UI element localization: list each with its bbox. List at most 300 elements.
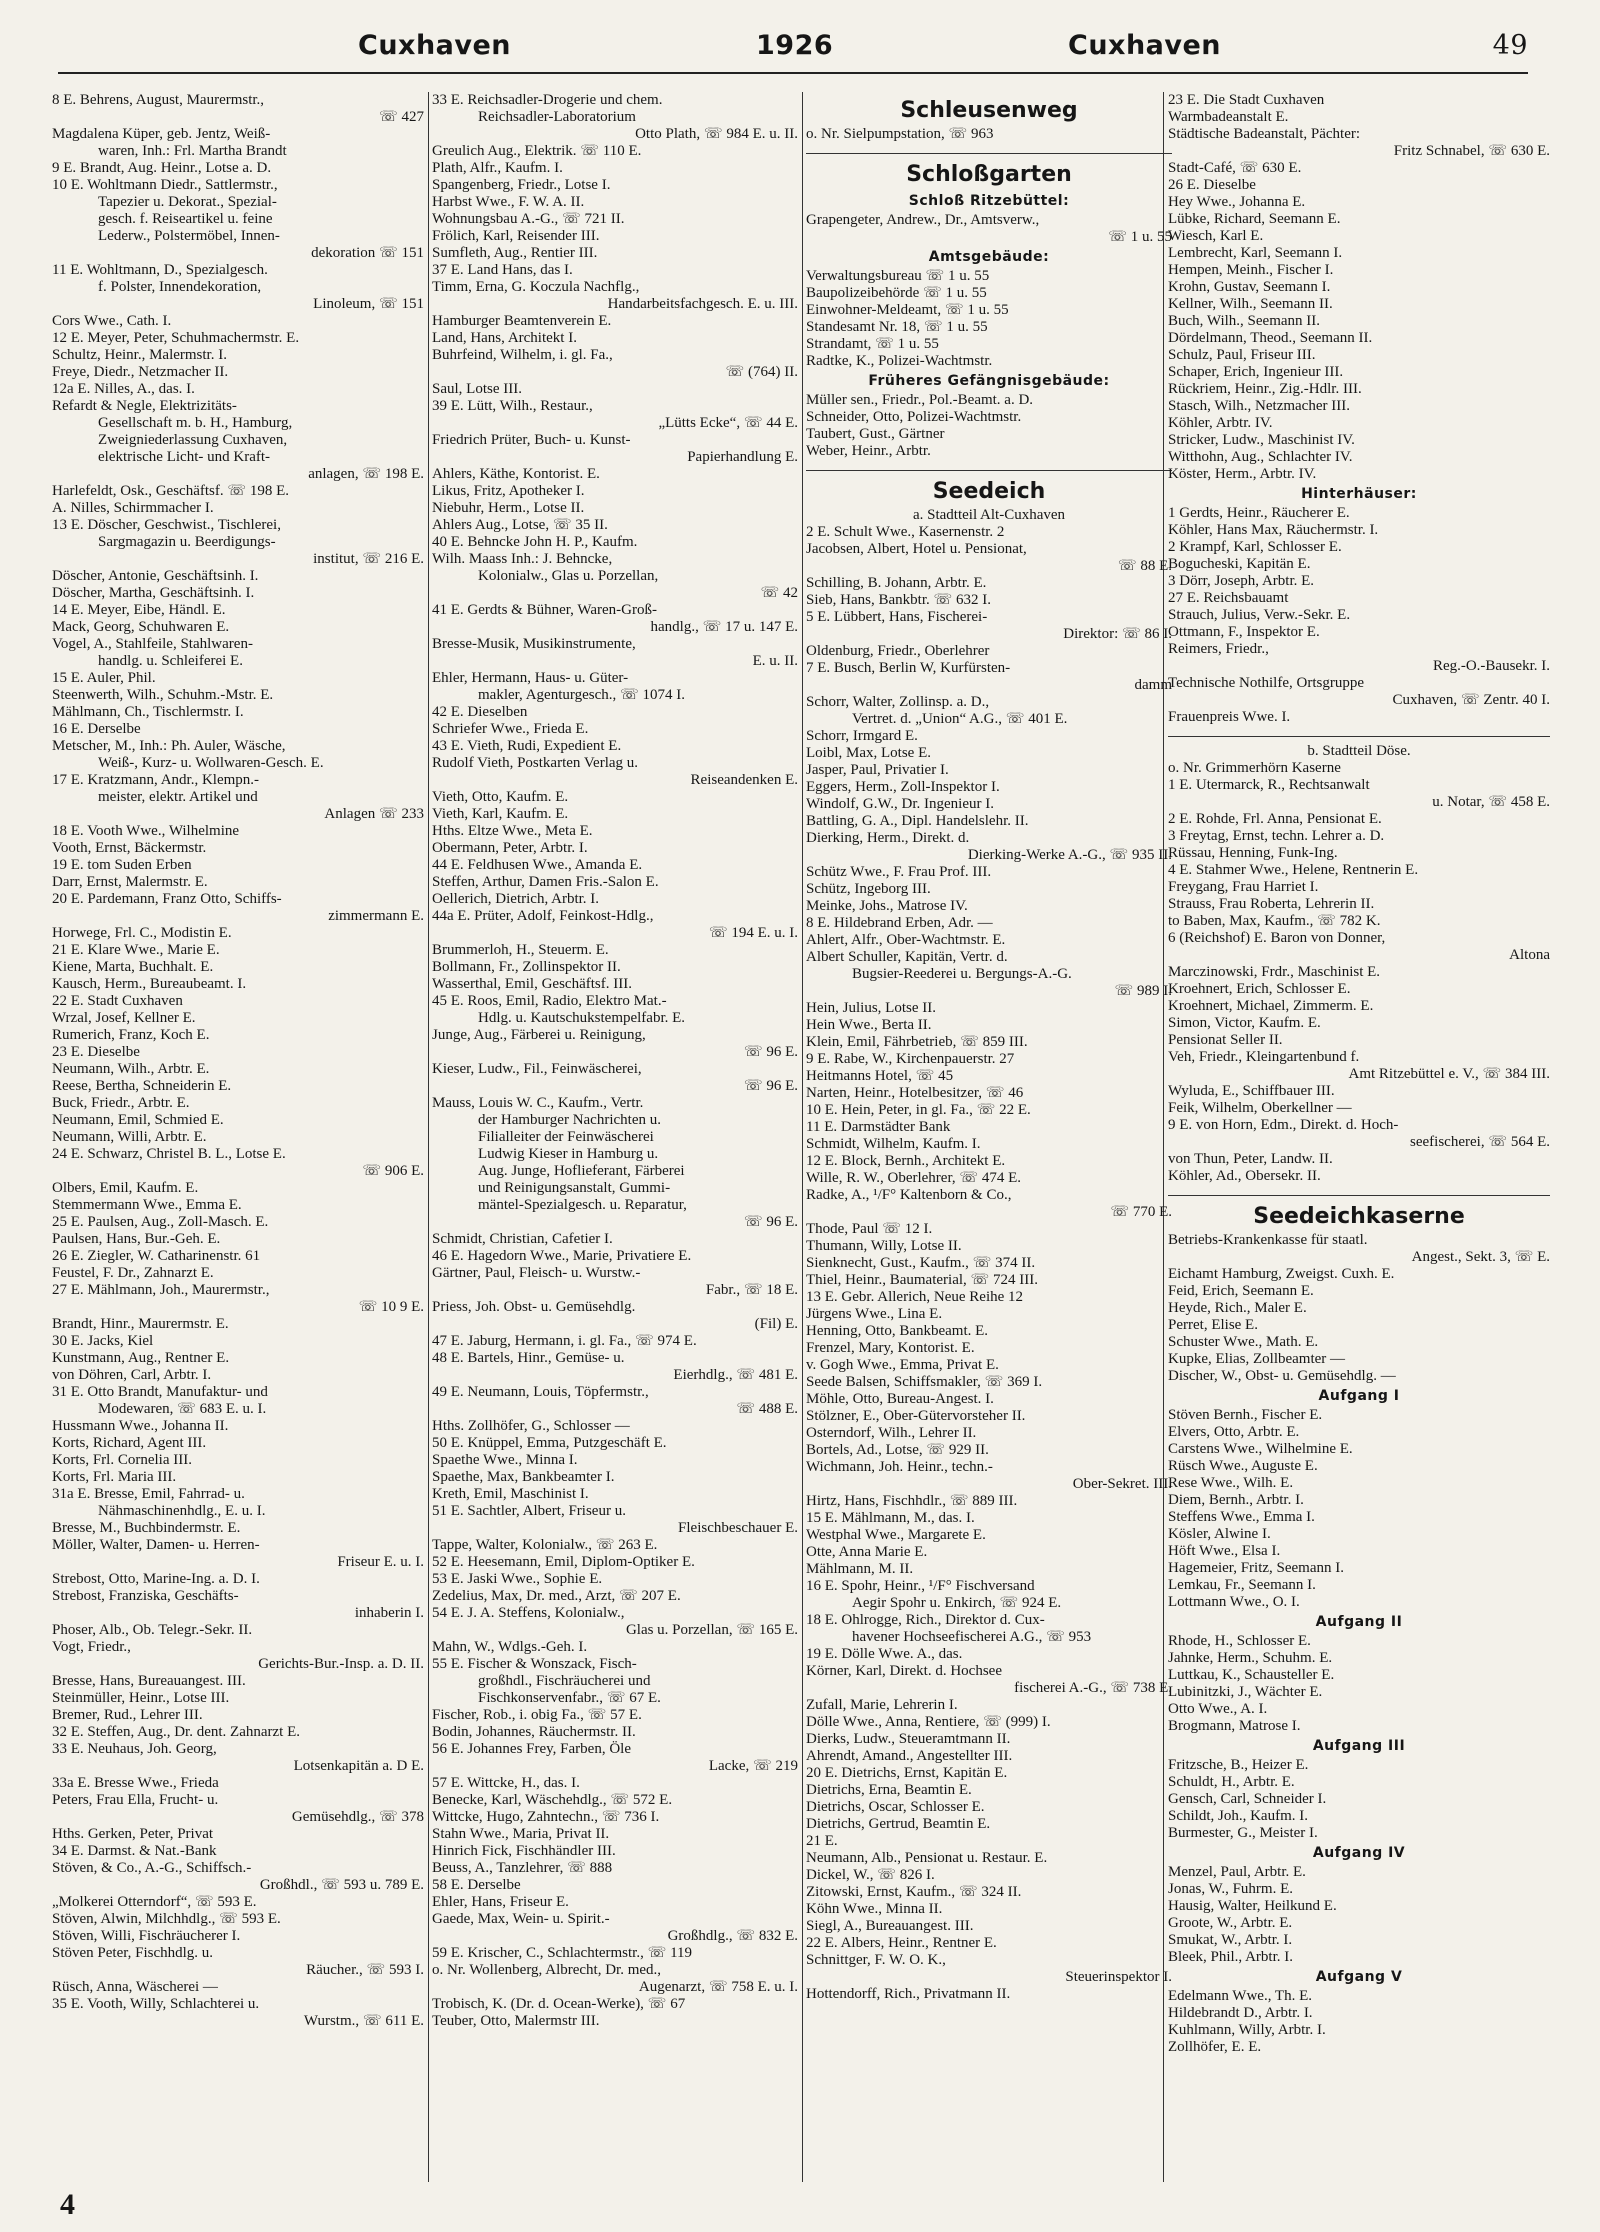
directory-entry: Reimers, Friedr., <box>1168 641 1269 657</box>
directory-entry: Tapezier u. Dekorat., Spezial- <box>98 194 277 210</box>
directory-entry: Stahn Wwe., Maria, Privat II. <box>432 1826 610 1842</box>
directory-entry: Rüsch Wwe., Auguste E. <box>1168 1458 1318 1474</box>
directory-entry: „Molkerei Otterndorf“, ☏ 593 E. <box>52 1894 257 1910</box>
directory-entry: Schmidt, Wilhelm, Kaufm. I. <box>806 1136 981 1152</box>
directory-entry: 18 E. Vooth Wwe., Wilhelmine <box>52 823 240 839</box>
directory-entry: 27 E. Reichsbauamt <box>1168 590 1289 606</box>
directory-entry: 22 E. Albers, Heinr., Rentner E. <box>806 1935 997 1951</box>
directory-entry: Cors Wwe., Cath. I. <box>52 313 172 329</box>
directory-entry: Thumann, Willy, Lotse II. <box>806 1238 962 1254</box>
directory-entry: Großhdlg., ☏ 832 E. <box>667 1928 798 1944</box>
directory-entry: Plath, Alfr., Kaufm. I. <box>432 160 563 176</box>
directory-entry: Discher, W., Obst- u. Gemüsehdlg. — <box>1168 1368 1396 1384</box>
directory-entry: Eggers, Herm., Zoll-Inspektor I. <box>806 779 1000 795</box>
directory-entry: 57 E. Wittcke, H., das. I. <box>432 1775 580 1791</box>
directory-entry: Höft Wwe., Elsa I. <box>1168 1543 1281 1559</box>
directory-entry: A. Nilles, Schirmmacher I. <box>52 500 214 516</box>
directory-entry: Schütz Wwe., F. Frau Prof. III. <box>806 864 992 880</box>
directory-entry: 24 E. Schwarz, Christel B. L., Lotse E. <box>52 1146 286 1162</box>
directory-entry: Bresse, M., Buchbindermstr. E. <box>52 1520 241 1536</box>
directory-entry: Lübke, Richard, Seemann E. <box>1168 211 1341 227</box>
directory-entry: Strebost, Franziska, Geschäfts- <box>52 1588 239 1604</box>
directory-entry: Kroehnert, Michael, Zimmerm. E. <box>1168 998 1374 1014</box>
directory-entry: Hamburger Beamtenverein E. <box>432 313 612 329</box>
section-heading: Aufgang V <box>1315 1969 1403 1985</box>
directory-entry: Wohnungsbau A.-G., ☏ 721 II. <box>432 211 625 227</box>
directory-entry: Saul, Lotse III. <box>432 381 522 397</box>
directory-entry: Betriebs-Krankenkasse für staatl. <box>1168 1232 1368 1248</box>
directory-entry: Paulsen, Hans, Bur.-Geh. E. <box>52 1231 221 1247</box>
directory-entry: Groote, W., Arbtr. E. <box>1168 1915 1293 1931</box>
directory-entry: Weiß-, Kurz- u. Wollwaren-Gesch. E. <box>98 755 324 771</box>
directory-entry: Ludwig Kieser in Hamburg u. <box>478 1146 659 1162</box>
directory-entry: Hottendorff, Rich., Privatmann II. <box>806 1986 1011 2002</box>
directory-entry: Korts, Frl. Cornelia III. <box>52 1452 192 1468</box>
directory-entry: Heyde, Rich., Maler E. <box>1168 1300 1307 1316</box>
directory-entry: Rese Wwe., Wilh. E. <box>1168 1475 1294 1491</box>
directory-entry: Beuss, A., Tanzlehrer, ☏ 888 <box>432 1860 613 1876</box>
directory-entry: 13 E. Döscher, Geschwist., Tischlerei, <box>52 517 281 533</box>
directory-entry: Warmbadeanstalt E. <box>1168 109 1289 125</box>
directory-entry: 11 E. Wohltmann, D., Spezialgesch. <box>52 262 268 278</box>
directory-entry: 40 E. Behncke John H. P., Kaufm. <box>432 534 638 550</box>
directory-entry: Großhdl., ☏ 593 u. 789 E. <box>259 1877 424 1893</box>
directory-entry: 17 E. Kratzmann, Andr., Klempn.- <box>52 772 260 788</box>
directory-entry: Neumann, Wilh., Arbtr. E. <box>52 1061 210 1077</box>
directory-entry: Edelmann Wwe., Th. E. <box>1168 1988 1312 2004</box>
directory-entry: Fritzsche, B., Heizer E. <box>1168 1757 1309 1773</box>
directory-entry: Wittcke, Hugo, Zahntechn., ☏ 736 I. <box>432 1809 660 1825</box>
directory-entry: 20 E. Dietrichs, Ernst, Kapitän E. <box>806 1765 1008 1781</box>
directory-entry: Wilh. Maass Inh.: J. Behncke, <box>432 551 613 567</box>
directory-entry: 54 E. J. A. Steffens, Kolonialw., <box>432 1605 625 1621</box>
directory-entry: Sieb, Hans, Bankbtr. ☏ 632 I. <box>806 592 991 608</box>
directory-entry: ☏ 906 E. <box>362 1163 424 1179</box>
directory-entry: Ahlers, Käthe, Kontorist. E. <box>432 466 600 482</box>
directory-entry: Fischkonservenfabr., ☏ 67 E. <box>478 1690 661 1706</box>
directory-entry: Zedelius, Max, Dr. med., Arzt, ☏ 207 E. <box>432 1588 681 1604</box>
directory-entry: Eierhdlg., ☏ 481 E. <box>673 1367 798 1383</box>
directory-entry: Hausig, Walter, Heilkund E. <box>1168 1898 1337 1914</box>
directory-entry: Steenwerth, Wilh., Schuhm.-Mstr. E. <box>52 687 274 703</box>
directory-entry: Korts, Frl. Maria III. <box>52 1469 177 1485</box>
directory-entry: Bortels, Ad., Lotse, ☏ 929 II. <box>806 1442 989 1458</box>
directory-entry: fischerei A.-G., ☏ 738 E. <box>1014 1680 1172 1696</box>
directory-entry: 5 E. Lübbert, Hans, Fischerei- <box>806 609 988 625</box>
directory-entry: 3 Freytag, Ernst, techn. Lehrer a. D. <box>1168 828 1385 844</box>
directory-entry: 18 E. Ohlrogge, Rich., Direktor d. Cux- <box>806 1612 1045 1628</box>
directory-entry: 9 E. Rabe, W., Kirchenpauerstr. 27 <box>806 1051 1015 1067</box>
directory-entry: ☏ 770 E. <box>1110 1204 1172 1220</box>
directory-entry: Kieser, Ludw., Fil., Feinwäscherei, <box>432 1061 642 1077</box>
directory-entry: Räucher., ☏ 593 I. <box>306 1962 424 1978</box>
directory-entry: Seede Balsen, Schiffsmakler, ☏ 369 I. <box>806 1374 1043 1390</box>
directory-entry: Frölich, Karl, Reisender III. <box>432 228 600 244</box>
directory-entry: Otto Plath, ☏ 984 E. u. II. <box>635 126 798 142</box>
directory-entry: seefischerei, ☏ 564 E. <box>1410 1134 1550 1150</box>
header-city-right: Cuxhaven <box>1068 30 1222 61</box>
section-rule <box>1168 736 1550 737</box>
directory-entry: Ober-Sekret. III. <box>1072 1476 1172 1492</box>
directory-entry: Nähmaschinenhdlg., E. u. I. <box>98 1503 266 1519</box>
directory-entry: Weber, Heinr., Arbtr. <box>806 443 931 459</box>
directory-entry: Köhler, Arbtr. IV. <box>1168 415 1273 431</box>
directory-entry: Neumann, Emil, Schmied E. <box>52 1112 224 1128</box>
directory-entry: Stemmermann Wwe., Emma E. <box>52 1197 242 1213</box>
directory-entry: 13 E. Gebr. Allerich, Neue Reihe 12 <box>806 1289 1024 1305</box>
section-heading: Aufgang II <box>1315 1614 1403 1630</box>
directory-entry: 44 E. Feldhusen Wwe., Amanda E. <box>432 857 643 873</box>
directory-entry: ☏ 96 E. <box>743 1044 798 1060</box>
directory-entry: Refardt & Negle, Elektrizitäts- <box>52 398 237 414</box>
directory-entry: 6 (Reichshof) E. Baron von Donner, <box>1168 930 1386 946</box>
directory-entry: Angest., Sekt. 3, ☏ E. <box>1411 1249 1550 1265</box>
directory-entry: Krohn, Gustav, Seemann I. <box>1168 279 1331 295</box>
directory-entry: Dierking-Werke A.-G., ☏ 935 II. <box>967 847 1172 863</box>
directory-entry: makler, Agenturgesch., ☏ 1074 I. <box>478 687 686 703</box>
directory-entry: Land, Hans, Architekt I. <box>432 330 577 346</box>
directory-entry: Feik, Wilhelm, Oberkellner — <box>1168 1100 1352 1116</box>
directory-entry: inhaberin I. <box>354 1605 424 1621</box>
directory-entry: ☏ 427 <box>378 109 424 125</box>
directory-entry: Hein Wwe., Berta II. <box>806 1017 932 1033</box>
directory-entry: Jürgens Wwe., Lina E. <box>806 1306 943 1322</box>
directory-entry: 8 E. Behrens, August, Maurermstr., <box>52 92 265 108</box>
directory-entry: Gesellschaft m. b. H., Hamburg, <box>98 415 293 431</box>
directory-entry: Kausch, Herm., Bureaubeamt. I. <box>52 976 247 992</box>
header-year: 1926 <box>756 30 834 61</box>
directory-entry: Gerichts-Bur.-Insp. a. D. II. <box>258 1656 424 1672</box>
directory-entry: Oldenburg, Friedr., Oberlehrer <box>806 643 990 659</box>
directory-entry: o. Nr. Grimmerhörn Kaserne <box>1168 760 1341 776</box>
directory-entry: Lacke, ☏ 219 <box>708 1758 798 1774</box>
directory-entry: Schuster Wwe., Math. E. <box>1168 1334 1319 1350</box>
directory-entry: Dietrichs, Gertrud, Beamtin E. <box>806 1816 991 1832</box>
directory-entry: Steinmüller, Heinr., Lotse III. <box>52 1690 230 1706</box>
directory-entry: Kösler, Alwine I. <box>1168 1526 1271 1542</box>
directory-entry: Schuldt, H., Arbtr. E. <box>1168 1774 1295 1790</box>
page-header <box>58 22 1528 74</box>
directory-entry: Möller, Walter, Damen- u. Herren- <box>52 1537 260 1553</box>
directory-entry: Taubert, Gust., Gärtner <box>806 426 945 442</box>
directory-entry: Reese, Bertha, Schneiderin E. <box>52 1078 232 1094</box>
directory-entry: Dierks, Ludw., Steueramtmann II. <box>806 1731 1011 1747</box>
directory-entry: Köhler, Ad., Obersekr. II. <box>1168 1168 1321 1184</box>
directory-entry: Otte, Anna Marie E. <box>806 1544 928 1560</box>
directory-entry: Schilling, B. Johann, Arbtr. E. <box>806 575 987 591</box>
directory-entry: Döscher, Martha, Geschäftsinh. I. <box>52 585 255 601</box>
directory-entry: Osterndorf, Wilh., Lehrer II. <box>806 1425 977 1441</box>
directory-entry: Klein, Emil, Fährbetrieb, ☏ 859 III. <box>806 1034 1028 1050</box>
directory-entry: Perret, Elise E. <box>1168 1317 1258 1333</box>
directory-entry: Ahlers Aug., Lotse, ☏ 35 II. <box>432 517 608 533</box>
directory-entry: Schmidt, Christian, Cafetier I. <box>432 1231 613 1247</box>
directory-entry: Spangenberg, Friedr., Lotse I. <box>432 177 611 193</box>
directory-entry: Stöven, & Co., A.-G., Schiffsch.- <box>52 1860 252 1876</box>
directory-entry: 2 E. Schult Wwe., Kasernenstr. 2 <box>806 524 1005 540</box>
directory-entry: Wyluda, E., Schiffbauer III. <box>1168 1083 1335 1099</box>
directory-entry: Reiseandenken E. <box>690 772 798 788</box>
directory-entry: handlg., ☏ 17 u. 147 E. <box>650 619 798 635</box>
column-divider <box>428 92 429 2182</box>
directory-entry: Lemkau, Fr., Seemann I. <box>1168 1577 1316 1593</box>
directory-entry: ☏ (764) II. <box>725 364 798 380</box>
directory-entry: Siegl, A., Bureauangest. III. <box>806 1918 974 1934</box>
directory-entry: Döscher, Antonie, Geschäftsinh. I. <box>52 568 259 584</box>
directory-entry: Radke, A., ¹/F° Kaltenborn & Co., <box>806 1187 1012 1203</box>
directory-entry: ☏ 1 u. 55 <box>1108 229 1172 245</box>
section-heading: Hinterhäuser: <box>1301 486 1417 502</box>
section-heading: Früheres Gefängnisgebäude: <box>868 373 1110 389</box>
directory-entry: ☏ 989 I. <box>1114 983 1172 999</box>
directory-entry: dekoration ☏ 151 <box>311 245 424 261</box>
directory-entry: Gemüsehdlg., ☏ 378 <box>291 1809 424 1825</box>
section-heading: Seedeichkaserne <box>1253 1204 1465 1229</box>
directory-entry: 31 E. Otto Brandt, Manufaktur- und <box>52 1384 268 1400</box>
directory-entry: Schorr, Walter, Zollinsp. a. D., <box>806 694 990 710</box>
directory-entry: Sumfleth, Aug., Rentier III. <box>432 245 598 261</box>
directory-entry: Elvers, Otto, Arbtr. E. <box>1168 1424 1300 1440</box>
directory-entry: Steffen, Arthur, Damen Fris.-Salon E. <box>432 874 659 890</box>
directory-entry: 47 E. Jaburg, Hermann, i. gl. Fa., ☏ 974 E. <box>432 1333 697 1349</box>
directory-entry: Rumerich, Franz, Koch E. <box>52 1027 210 1043</box>
directory-entry: Eichamt Hamburg, Zweigst. Cuxh. E. <box>1168 1266 1395 1282</box>
section-heading: Aufgang III <box>1312 1738 1406 1754</box>
directory-entry: Reg.-O.-Bausekr. I. <box>1432 658 1550 674</box>
directory-entry: Wiesch, Karl E. <box>1168 228 1264 244</box>
page-number: 49 <box>1492 30 1528 61</box>
directory-entry: Dölle Wwe., Anna, Rentiere, ☏ (999) I. <box>806 1714 1051 1730</box>
directory-entry: Vooth, Ernst, Bäckermstr. <box>52 840 207 856</box>
directory-entry: institut, ☏ 216 E. <box>313 551 424 567</box>
directory-entry: 15 E. Auler, Phil. <box>52 670 156 686</box>
directory-entry: Harbst Wwe., F. W. A. II. <box>432 194 585 210</box>
directory-entry: 59 E. Krischer, C., Schlachtermstr., ☏ 119 <box>432 1945 693 1961</box>
directory-entry: Vieth, Otto, Kaufm. E. <box>432 789 569 805</box>
directory-entry: Jonas, W., Fuhrm. E. <box>1168 1881 1294 1897</box>
directory-entry: f. Polster, Innendekoration, <box>98 279 262 295</box>
directory-entry: Harlefeldt, Osk., Geschäftsf. ☏ 198 E. <box>52 483 290 499</box>
directory-entry: waren, Inh.: Frl. Martha Brandt <box>98 143 287 159</box>
directory-entry: Carstens Wwe., Wilhelmine E. <box>1168 1441 1353 1457</box>
directory-entry: Hempen, Meinh., Fischer I. <box>1168 262 1334 278</box>
directory-entry: Altona <box>1509 947 1550 963</box>
directory-entry: 11 E. Darmstädter Bank <box>806 1119 951 1135</box>
directory-entry: b. Stadtteil Döse. <box>1307 743 1411 759</box>
directory-entry: Diem, Bernh., Arbtr. I. <box>1168 1492 1304 1508</box>
directory-entry: 3 Dörr, Joseph, Arbtr. E. <box>1168 573 1315 589</box>
header-city-left: Cuxhaven <box>358 30 512 61</box>
directory-entry: Korts, Richard, Agent III. <box>52 1435 207 1451</box>
directory-entry: Trobisch, K. (Dr. d. Ocean-Werke), ☏ 67 <box>432 1996 686 2012</box>
directory-column-1 <box>52 92 424 2182</box>
directory-entry: 2 E. Rohde, Frl. Anna, Pensionat E. <box>1168 811 1382 827</box>
directory-entry: Strebost, Otto, Marine-Ing. a. D. I. <box>52 1571 260 1587</box>
directory-entry: a. Stadtteil Alt-Cuxhaven <box>912 507 1066 523</box>
directory-entry: Westphal Wwe., Margarete E. <box>806 1527 986 1543</box>
directory-entry: Zweigniederlassung Cuxhaven, <box>98 432 288 448</box>
directory-entry: Teuber, Otto, Malermstr III. <box>432 2013 600 2029</box>
section-heading: Aufgang I <box>1318 1388 1400 1404</box>
directory-entry: 49 E. Neumann, Louis, Töpfermstr., <box>432 1384 649 1400</box>
directory-entry: Brummerloh, H., Steuerm. E. <box>432 942 609 958</box>
directory-entry: Neumann, Willi, Arbtr. E. <box>52 1129 207 1145</box>
directory-entry: Glas u. Porzellan, ☏ 165 E. <box>625 1622 798 1638</box>
directory-entry: E. u. II. <box>752 653 798 669</box>
directory-entry: 32 E. Steffen, Aug., Dr. dent. Zahnarzt E. <box>52 1724 300 1740</box>
directory-entry: Metscher, M., Inh.: Ph. Auler, Wäsche, <box>52 738 286 754</box>
directory-entry: Stadt-Café, ☏ 630 E. <box>1168 160 1302 176</box>
directory-entry: Vertret. d. „Union“ A.G., ☏ 401 E. <box>852 711 1068 727</box>
directory-entry: Stöven, Willi, Fischräucherer I. <box>52 1928 241 1944</box>
directory-entry: 19 E. tom Suden Erben <box>52 857 192 873</box>
directory-entry: Kreth, Emil, Maschinist I. <box>432 1486 589 1502</box>
directory-entry: Henning, Otto, Bankbeamt. E. <box>806 1323 989 1339</box>
directory-entry: Priess, Joh. Obst- u. Gemüsehdlg. <box>432 1299 636 1315</box>
directory-entry: Köhn Wwe., Minna II. <box>806 1901 943 1917</box>
directory-entry: Städtische Badeanstalt, Pächter: <box>1168 126 1361 142</box>
section-heading: Schloßgarten <box>906 162 1072 187</box>
directory-entry: 9 E. Brandt, Aug. Heinr., Lotse a. D. <box>52 160 272 176</box>
directory-entry: Steuerinspektor I. <box>1065 1969 1172 1985</box>
directory-entry: Ehler, Hans, Friseur E. <box>432 1894 569 1910</box>
column-divider <box>802 92 803 2182</box>
directory-entry: Fischer, Rob., i. obig Fa., ☏ 57 E. <box>432 1707 642 1723</box>
section-heading: Aufgang IV <box>1312 1845 1406 1861</box>
directory-entry: Bleek, Phil., Arbtr. I. <box>1168 1949 1293 1965</box>
directory-entry: 20 E. Pardemann, Franz Otto, Schiffs- <box>52 891 282 907</box>
directory-entry: ☏ 10 9 E. <box>358 1299 424 1315</box>
directory-entry: Schriefer Wwe., Frieda E. <box>432 721 589 737</box>
directory-entry: Wrzal, Josef, Kellner E. <box>52 1010 196 1026</box>
directory-entry: Modewaren, ☏ 683 E. u. I. <box>98 1401 267 1417</box>
directory-entry: 43 E. Vieth, Rudi, Expedient E. <box>432 738 622 754</box>
directory-entry: 27 E. Mählmann, Joh., Maurermstr., <box>52 1282 270 1298</box>
directory-entry: Mack, Georg, Schuhwaren E. <box>52 619 230 635</box>
directory-entry: Pensionat Seller II. <box>1168 1032 1283 1048</box>
directory-entry: Thiel, Heinr., Baumaterial, ☏ 724 III. <box>806 1272 1039 1288</box>
directory-entry: o. Nr. Wollenberg, Albrecht, Dr. med., <box>432 1962 662 1978</box>
directory-entry: Direktor: ☏ 86 I. <box>1063 626 1172 642</box>
directory-entry: 22 E. Stadt Cuxhaven <box>52 993 183 1009</box>
directory-entry: Strauch, Julius, Verw.-Sekr. E. <box>1168 607 1351 623</box>
directory-entry: Kolonialw., Glas u. Porzellan, <box>478 568 659 584</box>
directory-entry: Magdalena Küper, geb. Jentz, Weiß- <box>52 126 271 142</box>
directory-entry: Kuhlmann, Willy, Arbtr. I. <box>1168 2022 1326 2038</box>
directory-entry: Dördelmann, Theod., Seemann II. <box>1168 330 1373 346</box>
directory-entry: handlg. u. Schleiferei E. <box>98 653 243 669</box>
directory-entry: Handarbeitsfachgesch. E. u. III. <box>607 296 798 312</box>
directory-entry: Ahrendt, Amand., Angestellter III. <box>806 1748 1013 1764</box>
directory-entry: 7 E. Busch, Berlin W, Kurfürsten- <box>806 660 1011 676</box>
footer-mark: 4 <box>60 2188 75 2221</box>
directory-entry: Kupke, Elias, Zollbeamter — <box>1168 1351 1346 1367</box>
directory-entry: Steffens Wwe., Emma I. <box>1168 1509 1315 1525</box>
directory-entry: 51 E. Sachtler, Albert, Friseur u. <box>432 1503 626 1519</box>
directory-entry: Wichmann, Joh. Heinr., techn.- <box>806 1459 993 1475</box>
directory-entry: 15 E. Mählmann, M., das. I. <box>806 1510 975 1526</box>
directory-entry: „Lütts Ecke“, ☏ 44 E. <box>658 415 798 431</box>
directory-entry: 26 E. Dieselbe <box>1168 177 1256 193</box>
directory-entry: Olbers, Emil, Kaufm. E. <box>52 1180 199 1196</box>
directory-entry: 4 E. Stahmer Wwe., Helene, Rentnerin E. <box>1168 862 1419 878</box>
directory-entry: Greulich Aug., Elektrik. ☏ 110 E. <box>432 143 642 159</box>
directory-entry: Vogel, A., Stahlfeile, Stahlwaren- <box>52 636 253 652</box>
directory-entry: Amt Ritzebüttel e. V., ☏ 384 III. <box>1348 1066 1550 1082</box>
directory-entry: Reichsadler-Laboratorium <box>478 109 636 125</box>
directory-entry: Hussmann Wwe., Johanna II. <box>52 1418 229 1434</box>
directory-entry: Fleischbeschauer E. <box>678 1520 798 1536</box>
directory-entry: Bresse-Musik, Musikinstrumente, <box>432 636 636 652</box>
directory-entry: Lottmann Wwe., O. I. <box>1168 1594 1300 1610</box>
directory-entry: Kroehnert, Erich, Schlosser E. <box>1168 981 1351 997</box>
directory-entry: Lubinitzki, J., Wächter E. <box>1168 1684 1323 1700</box>
directory-entry: Burmester, G., Meister I. <box>1168 1825 1318 1841</box>
directory-entry: zimmermann E. <box>328 908 424 924</box>
directory-entry: Hirtz, Hans, Fischhdlr., ☏ 889 III. <box>806 1493 1018 1509</box>
directory-entry: Papierhandlung E. <box>687 449 798 465</box>
directory-entry: Brogmann, Matrose I. <box>1168 1718 1301 1734</box>
directory-entry: Feid, Erich, Seemann E. <box>1168 1283 1314 1299</box>
directory-column-4 <box>1168 92 1550 2182</box>
directory-entry: 2 Krampf, Karl, Schlosser E. <box>1168 539 1342 555</box>
directory-entry: Windolf, G.W., Dr. Ingenieur I. <box>806 796 994 812</box>
directory-entry: Benecke, Karl, Wäschehdlg., ☏ 572 E. <box>432 1792 673 1808</box>
directory-entry: Dierking, Herm., Direkt. d. <box>806 830 970 846</box>
directory-entry: Frenzel, Mary, Kontorist. E. <box>806 1340 975 1356</box>
directory-entry: Obermann, Peter, Arbtr. I. <box>432 840 588 856</box>
directory-entry: 30 E. Jacks, Kiel <box>52 1333 154 1349</box>
directory-entry: Bodin, Johannes, Räuchermstr. II. <box>432 1724 636 1740</box>
directory-column-3 <box>806 92 1172 2182</box>
directory-entry: ☏ 194 E. u. I. <box>708 925 798 941</box>
directory-entry: Rüssau, Henning, Funk-Ing. <box>1168 845 1338 861</box>
directory-entry: Likus, Fritz, Apotheker I. <box>432 483 585 499</box>
directory-entry: Niebuhr, Herm., Lotse II. <box>432 500 585 516</box>
directory-entry: Neumann, Alb., Pensionat u. Restaur. E. <box>806 1850 1048 1866</box>
directory-entry: 21 E. Klare Wwe., Marie E. <box>52 942 220 958</box>
directory-entry: Simon, Victor, Kaufm. E. <box>1168 1015 1321 1031</box>
directory-entry: to Baben, Max, Kaufm., ☏ 782 K. <box>1168 913 1381 929</box>
directory-entry: Anlagen ☏ 233 <box>324 806 424 822</box>
directory-entry: 35 E. Vooth, Willy, Schlachterei u. <box>52 1996 260 2012</box>
directory-entry: 31a E. Bresse, Emil, Fahrrad- u. <box>52 1486 245 1502</box>
directory-entry: Stöven, Alwin, Milchhdlg., ☏ 593 E. <box>52 1911 281 1927</box>
directory-entry: 55 E. Fischer & Wonszack, Fisch- <box>432 1656 637 1672</box>
directory-entry: Aug. Junge, Hoflieferant, Färberei <box>478 1163 685 1179</box>
directory-entry: Gärtner, Paul, Fleisch- u. Wurstw.- <box>432 1265 641 1281</box>
directory-entry: Luttkau, K., Schausteller E. <box>1168 1667 1335 1683</box>
directory-entry: Einwohner-Meldeamt, ☏ 1 u. 55 <box>806 302 1009 318</box>
directory-entry: Stricker, Ludw., Maschinist IV. <box>1168 432 1355 448</box>
section-rule <box>806 153 1172 154</box>
directory-entry: Jacobsen, Albert, Hotel u. Pensionat, <box>806 541 1027 557</box>
directory-entry: Oellerich, Dietrich, Arbtr. I. <box>432 891 600 907</box>
directory-entry: Frauenpreis Wwe. I. <box>1168 709 1291 725</box>
directory-entry: Darr, Ernst, Malermstr. E. <box>52 874 208 890</box>
directory-entry: Schildt, Joh., Kaufm. I. <box>1168 1808 1308 1824</box>
directory-entry: damm <box>1134 677 1172 693</box>
directory-entry: 16 E. Spohr, Heinr., ¹/F° Fischversand <box>806 1578 1035 1594</box>
directory-entry: von Thun, Peter, Landw. II. <box>1168 1151 1333 1167</box>
directory-entry: Brandt, Hinr., Maurermstr. E. <box>52 1316 229 1332</box>
directory-entry: 8 E. Hildebrand Erben, Adr. — <box>806 915 993 931</box>
directory-entry: Thode, Paul ☏ 12 I. <box>806 1221 933 1237</box>
directory-entry: Hdlg. u. Kautschukstempelfabr. E. <box>478 1010 686 1026</box>
directory-entry: Fritz Schnabel, ☏ 630 E. <box>1393 143 1550 159</box>
directory-entry: meister, elektr. Artikel und <box>98 789 258 805</box>
directory-entry: ☏ 42 <box>760 585 798 601</box>
